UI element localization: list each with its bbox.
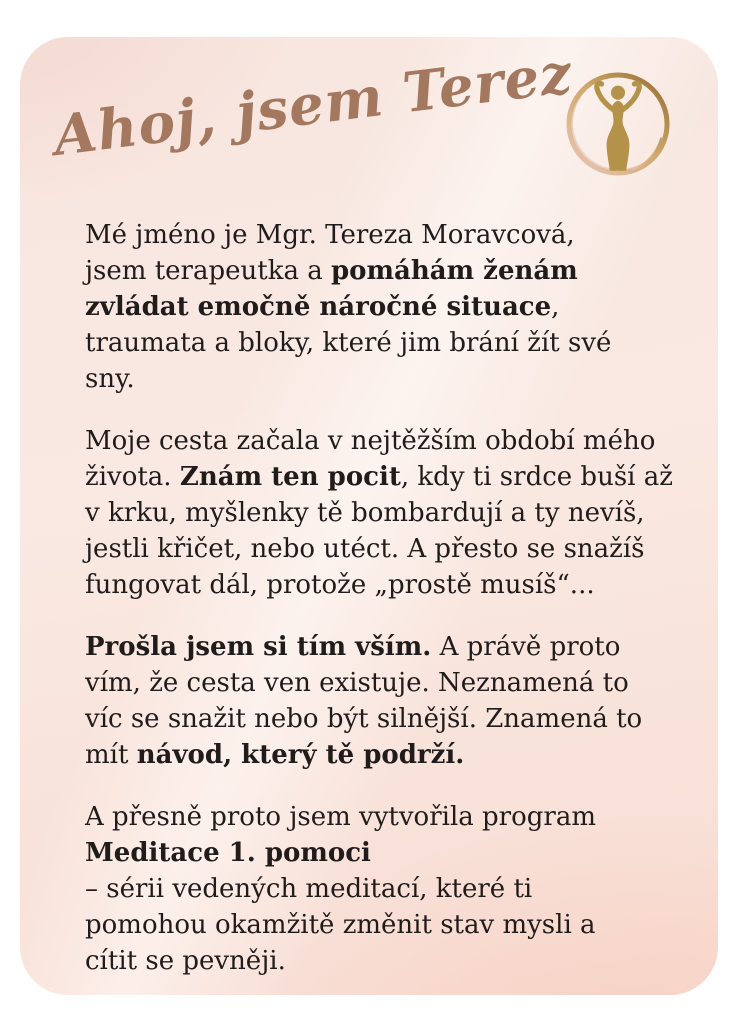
- text-run: v krku, myšlenky tě bombardují a ty nevíš,: [85, 498, 645, 528]
- bold-text-run: zvládat emočně náročné situace: [85, 292, 552, 322]
- paragraph: [85, 217, 713, 397]
- text-run: pomohou okamžitě změnit stav mysli a: [85, 910, 596, 940]
- script-heading: Ahoj, jsem Terez: [50, 39, 576, 168]
- bold-text-run: návod, který tě podrží.: [136, 740, 465, 770]
- intro-card: [20, 37, 718, 995]
- bold-text-run: Prošla jsem si tím vším.: [85, 632, 432, 662]
- text-run: Moje cesta začala v nejtěžším období mého: [85, 426, 656, 456]
- female-figure-icon: [597, 83, 639, 170]
- bold-text-run: Meditace 1. pomoci: [85, 838, 371, 868]
- brand-logo: [561, 67, 675, 181]
- text-run: fungovat dál, protože „prostě musíš“...: [85, 570, 595, 600]
- text-run: ,: [551, 292, 560, 322]
- text-run: – sérii vedených meditací, které ti: [85, 874, 533, 904]
- text-run: víc se snažit nebo být silnější. Znamená to: [85, 704, 643, 734]
- text-run: života.: [85, 462, 180, 492]
- text-run: jsem terapeutka a: [85, 256, 331, 286]
- text-run: traumata a bloky, které jim brání žít své: [85, 328, 612, 358]
- female-figure-in-brush-circle-icon: [561, 67, 675, 181]
- bold-text-run: pomáhám ženám: [330, 256, 578, 286]
- text-run: A přesně proto jsem vytvořila program: [85, 802, 596, 832]
- text-run: sny.: [85, 364, 135, 394]
- intro-text: [85, 217, 713, 995]
- paragraph: [85, 799, 713, 979]
- bold-text-run: Znám ten pocit: [179, 462, 401, 492]
- text-run: cítit se pevněji.: [85, 946, 286, 976]
- text-run: Mé jméno je Mgr. Tereza Moravcová,: [85, 220, 575, 250]
- text-run: jestli křičet, nebo utéct. A přesto se snažíš: [85, 534, 645, 564]
- paragraph: [85, 629, 713, 773]
- paragraph: [85, 423, 713, 603]
- text-run: mít: [85, 740, 137, 770]
- text-run: A právě proto: [431, 632, 621, 662]
- text-run: , kdy ti srdce buší až: [400, 462, 673, 492]
- text-run: vím, že cesta ven existuje. Neznamená to: [85, 668, 629, 698]
